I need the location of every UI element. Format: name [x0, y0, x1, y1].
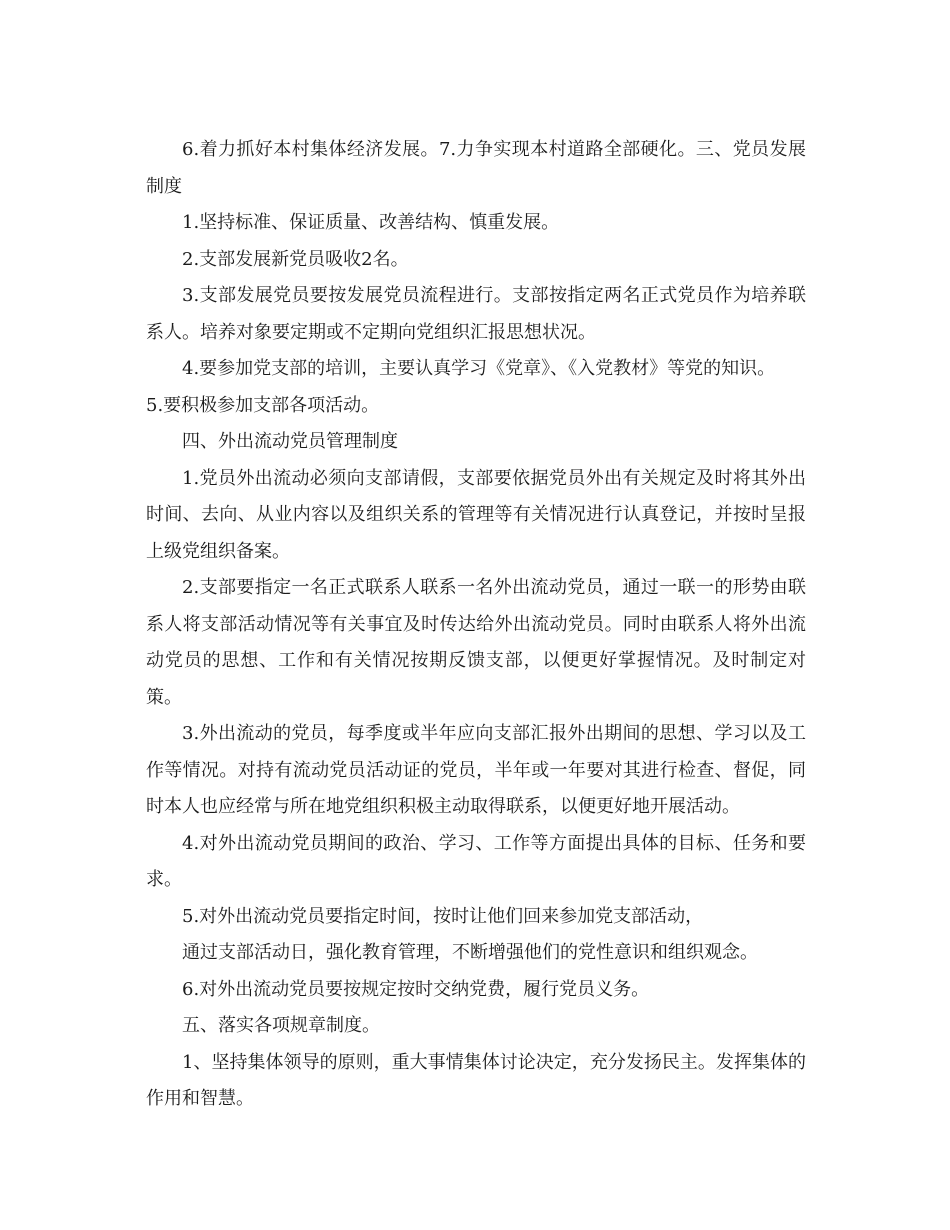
section-heading: 五、落实各项规章制度。	[182, 1015, 380, 1036]
paragraph: 通过支部活动日，强化教育管理，不断增强他们的党性意识和组织观念。	[182, 942, 758, 963]
paragraph: 2.支部要指定一名正式联系人联系一名外出流动党员，通过一联一的形势由联系人将支部活动情况等有关事宜及时传达给外出流动党员。同时由联系人将外出流动党员的思想、工作和有关情况按期反馈支部，以便更好掌握情况。及时制定对策。	[146, 577, 806, 708]
paragraph: 3.支部发展党员要按发展党员流程进行。支部按指定两名正式党员作为培养联系人。培养对象要定期或不定期向党组织汇报思想状况。	[146, 285, 806, 343]
section-heading: 四、外出流动党员管理制度	[182, 431, 398, 452]
paragraph: 4.对外出流动党员期间的政治、学习、工作等方面提出具体的目标、任务和要求。	[146, 832, 806, 890]
paragraph: 5.要积极参加支部各项活动。	[146, 394, 380, 416]
paragraph: 5.对外出流动党员要指定时间，按时让他们回来参加党支部活动，	[182, 905, 704, 927]
paragraph: 3.外出流动的党员，每季度或半年应向支部汇报外出期间的思想、学习以及工作等情况。对持有流动党员活动证的党员，半年或一年要对其进行检查、督促，同时本人也应经常与所在地党组织积极主动取得联系，以便更好地开展活动。	[146, 723, 806, 817]
document-body	[146, 132, 806, 1118]
paragraph: 2.支部发展新党员吸收2名。	[182, 248, 409, 270]
paragraph: 6.着力抓好本村集体经济发展。7.力争实现本村道路全部硬化。三、党员发展制度	[146, 139, 806, 197]
paragraph: 1.坚持标准、保证质量、改善结构、慎重发展。	[182, 212, 560, 233]
paragraph: 1.党员外出流动必须向支部请假，支部要依据党员外出有关规定及时将其外出时间、去向、从业内容以及组织关系的管理等有关情况进行认真登记，并按时呈报上级党组织备案。	[146, 467, 806, 562]
paragraph: 4.要参加党支部的培训，主要认真学习《党章》、《入党教材》等党的知识。	[182, 358, 776, 379]
paragraph: 6.对外出流动党员要按规定按时交纳党费，履行党员义务。	[182, 978, 650, 1000]
paragraph: 1、坚持集体领导的原则，重大事情集体讨论决定，充分发扬民主。发挥集体的作用和智慧。	[146, 1051, 806, 1109]
